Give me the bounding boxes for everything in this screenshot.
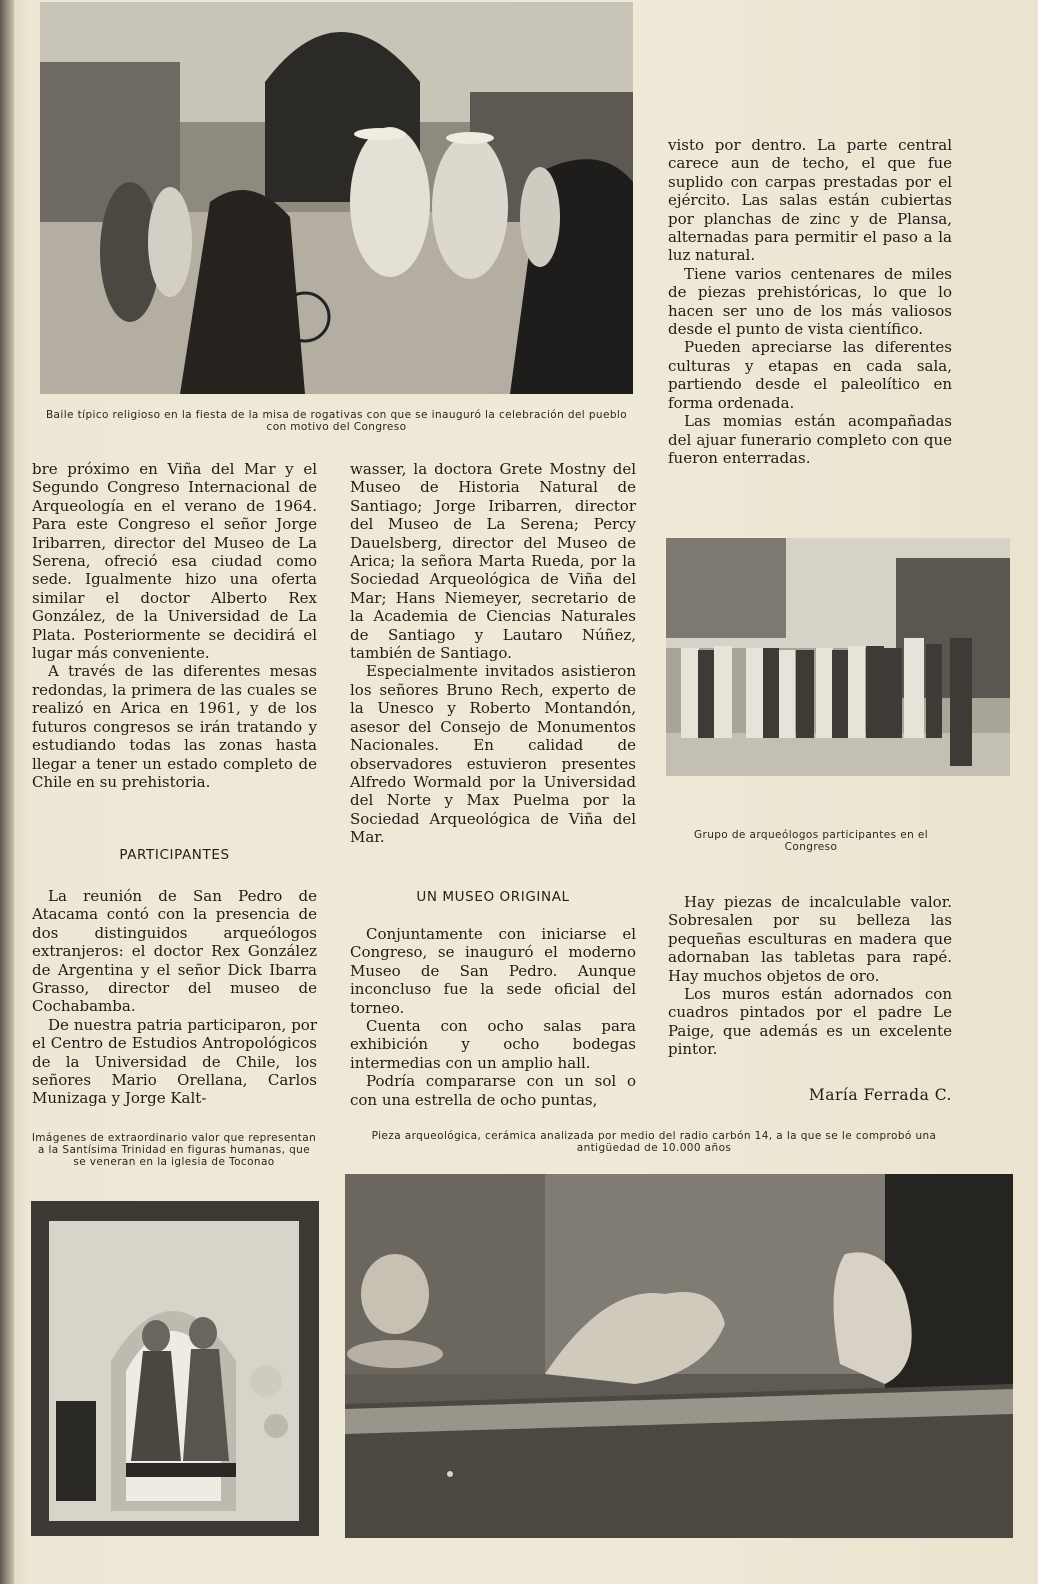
text-column-3-continued (668, 893, 952, 1059)
text-column-1 (32, 460, 317, 791)
paragraph: wasser, la doctora Grete Mostny del Museo de Historia Natural de Santiago; Jorge Iribarren, director del Museo de La Serena; Percy Dauelsberg, director del Museo de Arica; la señora Marta Rueda, por la Sociedad Arqueológica de Viña del Mar; Hans Niemeyer, secretario de la Academia de Ciencias Naturales de Santiago y Lautaro Núñez, también de Santiago. (350, 460, 636, 663)
caption-ceramics: Pieza arqueológica, cerámica analizada por medio del radio carbón 14, a la que se le comprobó una antigüedad de 10.000 años (371, 1130, 937, 1154)
caption-archaeologists-group: Grupo de arqueólogos participantes en el Congreso (693, 829, 929, 853)
caption-religious-dance: Baile típico religioso en la fiesta de la misa de rogativas con que se inauguró la celebración del pueblo con motivo del Congreso (45, 409, 628, 433)
text-column-2 (350, 460, 636, 847)
paragraph: Hay piezas de incalculable valor. Sobresalen por su belleza las pequeñas esculturas en madera que adornaban las tabletas para rapé. Hay muchos objetos de oro. (668, 893, 952, 985)
photo-toconao-trinity-figures (31, 1201, 319, 1536)
paragraph: Especialmente invitados asistieron los señores Bruno Rech, experto de la Unesco y Roberto Montandón, asesor del Consejo de Monumentos Nacionales. En calidad de observadores estuvieron presentes Alfredo Wormald por la Universidad del Norte y Max Puelma por la Sociedad Arqueológica de Viña del Mar. (350, 662, 636, 847)
paragraph: Cuenta con ocho salas para exhibición y ocho bodegas intermedias con un amplio hall. (350, 1017, 636, 1072)
heading-participantes: PARTICIPANTES (119, 847, 230, 863)
text-column-2-continued (350, 925, 636, 1109)
paragraph: Las momias están acompañadas del ajuar funerario completo con que fueron enterradas. (668, 412, 952, 467)
author-signature: María Ferrada C. (808, 1086, 952, 1104)
paragraph: Conjuntamente con iniciarse el Congreso, se inauguró el moderno Museo de San Pedro. Aunque inconcluso fue la sede oficial del torneo. (350, 925, 636, 1017)
text-column-1-continued (32, 887, 317, 1108)
paragraph: Tiene varios centenares de miles de piezas prehistóricas, lo que lo hacen ser uno de los más valiosos desde el punto de vista científico. (668, 264, 952, 339)
paragraph: De nuestra patria participaron, por el Centro de Estudios Antropológicos de la Universidad de Chile, los señores Mario Orellana, Carlos Munizaga y Jorge Kalt- (32, 1015, 317, 1108)
paragraph: Los muros están adornados con cuadros pintados por el padre Le Paige, que además es un excelente pintor. (668, 985, 952, 1059)
paragraph: Pueden apreciarse las diferentes culturas y etapas en cada sala, partiendo desde el paleolítico en forma ordenada. (668, 338, 952, 412)
paragraph: A través de las diferentes mesas redondas, la primera de las cuales se realizó en Arica en 1961, y de los futuros congresos se irán tratando y estudiando todas las zonas hasta llegar a tener un estado completo de Chile en su prehistoria. (32, 662, 317, 791)
paragraph: bre próximo en Viña del Mar y el Segundo Congreso Internacional de Arqueología en el verano de 1964. Para este Congreso el señor Jorge Iribarren, director del Museo de La Serena, ofreció esa ciudad como sede. Igualmente hizo una oferta similar el doctor Alberto Rex González, de la Universidad de La Plata. Posteriormente se decidirá el lugar más conveniente. (32, 460, 317, 663)
photo-religious-dance (40, 2, 633, 394)
photo-archaeologists-group (666, 538, 1010, 776)
heading-un-museo-original: UN MUSEO ORIGINAL (416, 889, 570, 905)
photo-archaeological-ceramics (345, 1174, 1013, 1538)
paragraph: visto por dentro. La parte central carece aun de techo, el que fue suplido con carpas prestadas por el ejército. Las salas están cubiertas por planchas de zinc y de Plansa, alternadas para permitir el paso a la luz natural. (668, 136, 952, 265)
text-column-3 (668, 136, 952, 467)
paragraph: Podría compararse con un sol o con una estrella de ocho puntas, (350, 1072, 636, 1109)
caption-toconao-images: Imágenes de extraordinario valor que representan a la Santísima Trinidad en figuras humanas, que se veneran en la iglesia de Toconao (31, 1132, 317, 1168)
paragraph: La reunión de San Pedro de Atacama contó con la presencia de dos distinguidos arqueólogos extranjeros: el doctor Rex González de Argentina y el señor Dick Ibarra Grasso, director del museo de Cochabamba. (32, 887, 317, 1016)
page-binding-edge (0, 0, 14, 1584)
